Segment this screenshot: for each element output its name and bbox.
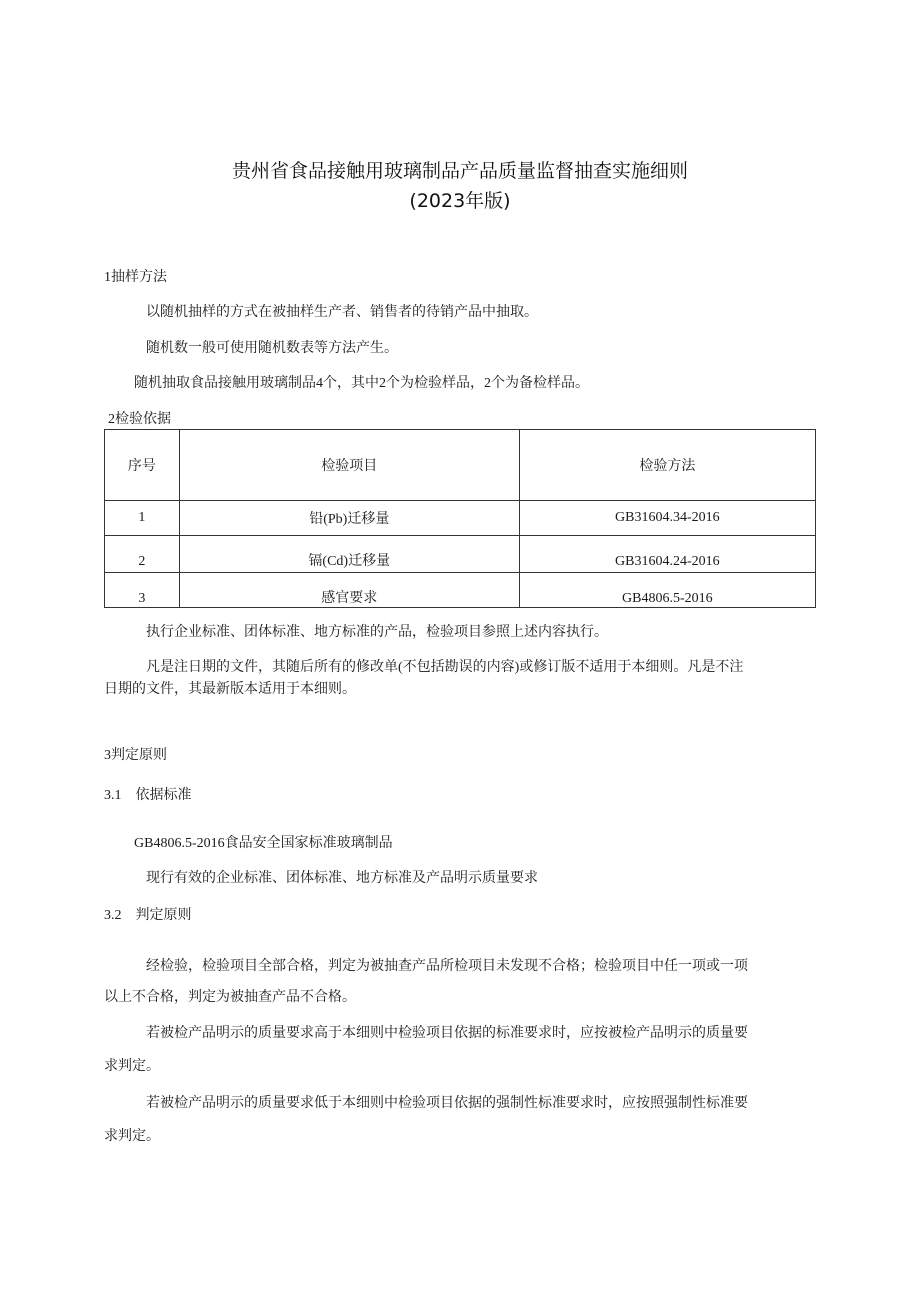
section-2-paragraph-2-line-1: 凡是注日期的文件，其随后所有的修改单(不包括勘误的内容)或修订版不适用于本细则。凡是不注 (146, 660, 744, 675)
section-3-2-paragraph-3-line-2: 求判定。 (104, 1129, 160, 1144)
table-cell-item: 铅(Pb)迁移量 (179, 501, 519, 536)
section-3-1-paragraph-1: GB4806.5-2016食品安全国家标准玻璃制品 (134, 836, 393, 851)
section-3-heading: 3判定原则 (104, 748, 167, 763)
section-2-paragraph-2-line-2: 日期的文件，其最新版本适用于本细则。 (104, 682, 356, 697)
table-header-cell: 检验项目 (179, 430, 519, 501)
table-row (105, 573, 816, 608)
section-3-1-paragraph-2: 现行有效的企业标准、团体标准、地方标准及产品明示质量要求 (146, 871, 538, 886)
section-3-2-paragraph-1-line-1: 经检验，检验项目全部合格，判定为被抽查产品所检项目未发现不合格；检验项目中任一项或一项 (146, 959, 748, 974)
table-cell-no: 3 (105, 573, 180, 608)
section-1-paragraph-2: 随机数一般可使用随机数表等方法产生。 (146, 341, 398, 356)
section-3-2-paragraph-2-line-2: 求判定。 (104, 1059, 160, 1074)
table-cell-no: 1 (105, 501, 180, 536)
section-3-2-paragraph-3-line-1: 若被检产品明示的质量要求低于本细则中检验项目依据的强制性标准要求时，应按照强制性标准要 (146, 1096, 748, 1111)
section-3-2-paragraph-2-line-1: 若被检产品明示的质量要求高于本细则中检验项目依据的标准要求时，应按被检产品明示的质量要 (146, 1026, 748, 1041)
table-row (105, 501, 816, 536)
table-cell-item: 感官要求 (179, 573, 519, 608)
section-3-2-paragraph-1-line-2: 以上不合格，判定为被抽查产品不合格。 (104, 990, 356, 1005)
table-cell-item: 镉(Cd)迁移量 (179, 536, 519, 573)
table-cell-no: 2 (105, 536, 180, 573)
table-row (105, 536, 816, 573)
table-cell-method: GB31604.24-2016 (519, 536, 815, 573)
section-2-paragraph-1: 执行企业标准、团体标准、地方标准的产品，检验项目参照上述内容执行。 (146, 625, 608, 640)
document-edition: (2023年版) (409, 190, 511, 212)
inspection-table (104, 429, 816, 608)
document-title: 贵州省食品接触用玻璃制品产品质量监督抽查实施细则 (231, 160, 688, 182)
table-cell-method: GB31604.34-2016 (519, 501, 815, 536)
section-3-2-heading: 3.2 判定原则 (104, 908, 192, 923)
section-1-heading: 1抽样方法 (104, 270, 167, 285)
table-header-cell: 序号 (105, 430, 180, 501)
section-3-1-heading: 3.1 依据标准 (104, 788, 192, 803)
section-2-heading: 2检验依据 (108, 412, 171, 427)
table-header-cell: 检验方法 (519, 430, 815, 501)
table-cell-method: GB4806.5-2016 (519, 573, 815, 608)
section-1-paragraph-3: 随机抽取食品接触用玻璃制品4个，其中2个为检验样品，2个为备检样品。 (134, 376, 589, 391)
section-1-paragraph-1: 以随机抽样的方式在被抽样生产者、销售者的待销产品中抽取。 (146, 305, 538, 320)
table-header-row (105, 430, 816, 501)
